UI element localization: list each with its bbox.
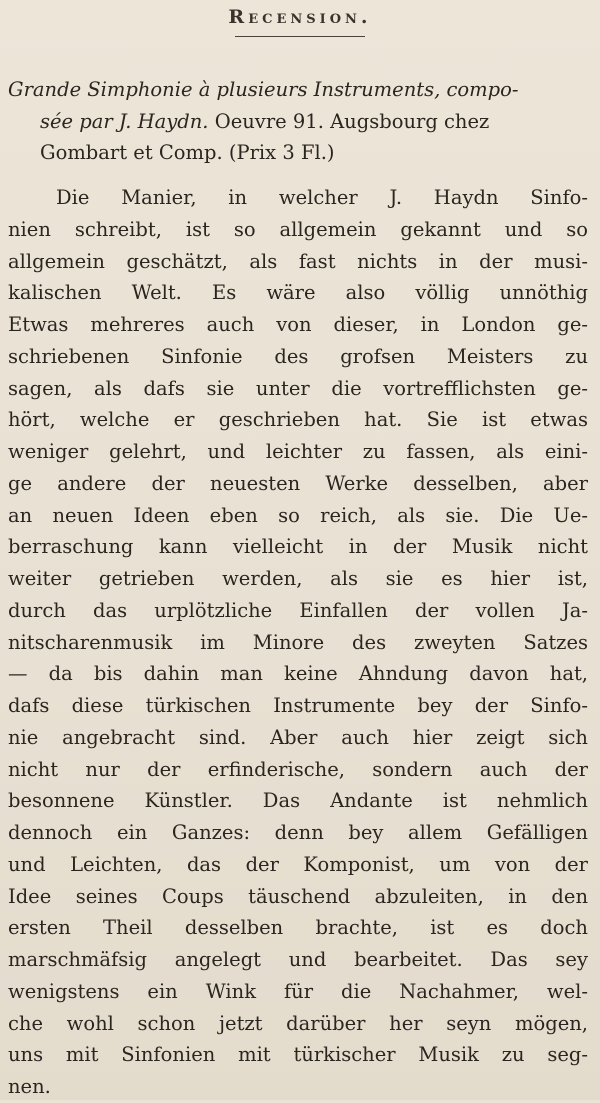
body-line: an neuen Ideen eben so reich, als sie. Die Ue- xyxy=(8,503,588,527)
body-line: kalischen Welt. Es wäre also völlig unnöthig xyxy=(8,281,588,305)
body-line: nie angebracht sind. Aber auch hier zeigt sich xyxy=(8,725,588,749)
citation-publisher: Oeuvre 91. Augsbourg chez xyxy=(214,109,490,133)
body-line: marschmäfsig angelegt und bearbeitet. Das sey xyxy=(8,948,588,971)
review-body xyxy=(8,182,588,1103)
body-line: uns mit Sinfonien mit türkischer Musik zu seg- xyxy=(8,1043,588,1067)
body-line: Idee seines Coups täuschend abzuleiten, in den xyxy=(8,884,588,908)
review-citation xyxy=(8,74,588,169)
body-line: che wohl schon jetzt darüber her seyn mögen, xyxy=(8,1011,588,1035)
body-line: nien schreibt, ist so allgemein gekannt und so xyxy=(8,217,588,241)
body-line: Die Manier, in welcher J. Haydn Sinfo- xyxy=(56,186,588,209)
body-line: allgemein geschätzt, als fast nichts in der musi- xyxy=(8,249,588,273)
citation-line-1: Grande Simphonie à plusieurs Instruments, compo- xyxy=(8,78,519,101)
body-line: dennoch ein Ganzes: denn bey allem Gefälligen xyxy=(8,821,588,844)
body-line: sagen, als dafs sie unter die vortrefflichsten ge- xyxy=(8,376,588,400)
body-line: wenigstens ein Wink für die Nachahmer, wel- xyxy=(8,979,588,1003)
citation-line-3: Gombart et Comp. (Prix 3 Fl.) xyxy=(40,141,335,164)
body-line: berraschung kann vielleicht in der Musik nicht xyxy=(8,535,588,559)
body-line: dafs diese türkischen Instrumente bey der Sinfo- xyxy=(8,694,588,717)
section-heading: Recension. xyxy=(228,6,372,28)
body-line: durch das urplötzliche Einfallen der vollen Ja- xyxy=(8,598,588,622)
body-line: — da bis dahin man keine Ahndung davon hat, xyxy=(8,662,588,686)
body-line: Etwas mehreres auch von dieser, in London ge- xyxy=(8,313,588,336)
body-line: hört, welche er geschrieben hat. Sie ist etwas xyxy=(8,408,588,432)
body-line: nitscharenmusik im Minore des zweyten Satzes xyxy=(8,630,588,654)
citation-line-2 xyxy=(8,106,588,138)
body-line: und Leichten, das der Komponist, um von der xyxy=(8,852,588,876)
body-line: nen. xyxy=(8,1075,51,1098)
body-line: schriebenen Sinfonie des grofsen Meisters zu xyxy=(8,344,588,368)
citation-title-end: sée par J. Haydn. xyxy=(40,109,209,133)
body-line: ge andere der neuesten Werke desselben, aber xyxy=(8,471,588,495)
body-line: weiter getrieben werden, als sie es hier ist, xyxy=(8,567,588,590)
body-line: besonnene Künstler. Das Andante ist nehmlich xyxy=(8,789,588,813)
body-line: ersten Theil desselben brachte, ist es doch xyxy=(8,916,588,940)
body-line: nicht nur der erfinderische, sondern auch der xyxy=(8,757,588,781)
heading-rule xyxy=(235,36,365,37)
body-line: weniger gelehrt, und leichter zu fassen, als eini- xyxy=(8,440,588,463)
